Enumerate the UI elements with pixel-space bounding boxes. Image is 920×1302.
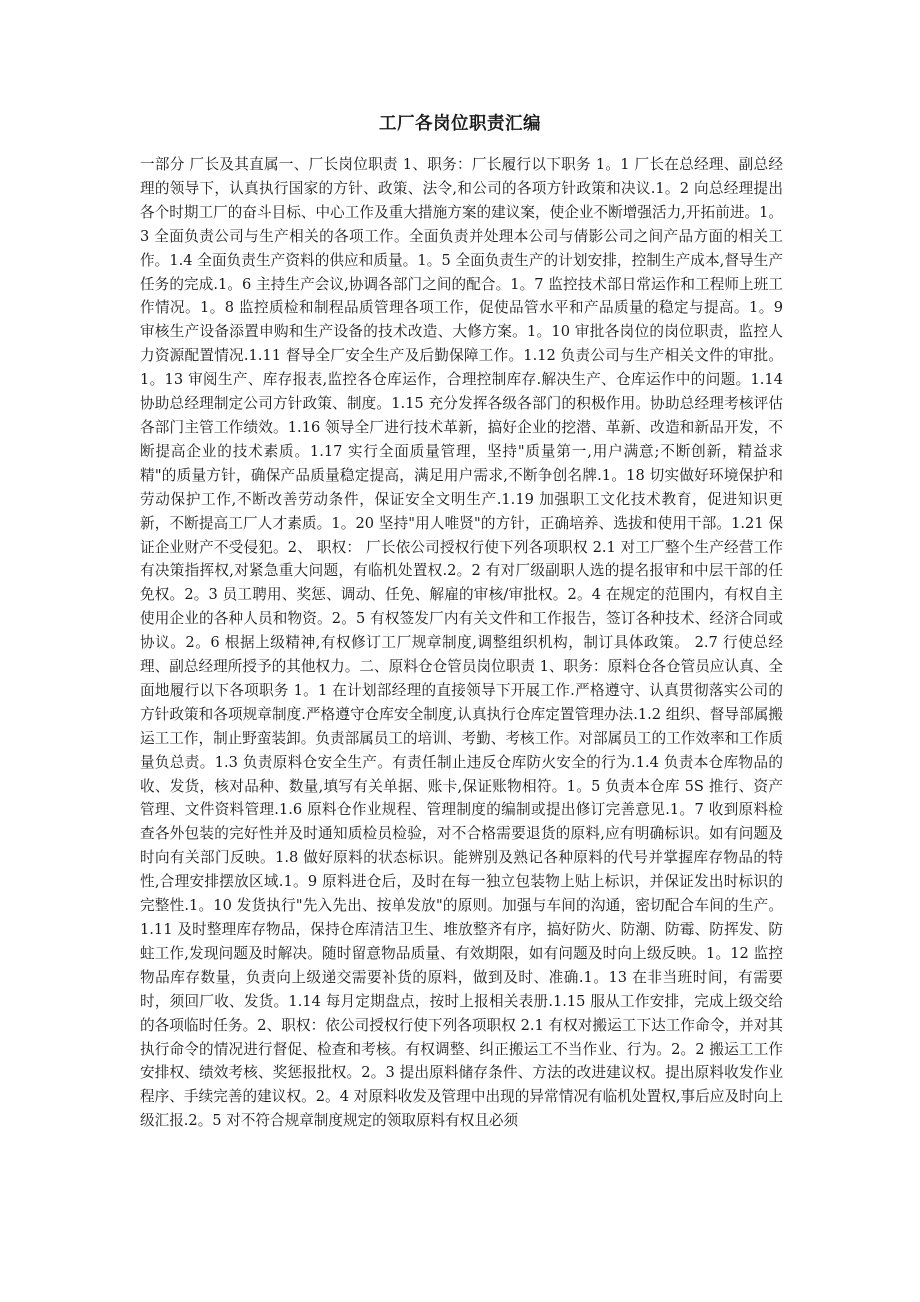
document-body-text: 一部分 厂长及其直属一、厂长岗位职责 1、职务：厂长履行以下职务 1。1 厂长在总经理、副总经理的领导下，认真执行国家的方针、政策、法令,和公司的各项方针政策和决议.1。2 向总经理提出各个时期工厂的奋斗目标、中心工作及重大措施方案的建议案，使企业不断增强活力,开拓前进。1。3 全面负责公司与生产相关的各项工作。全面负责并处理本公司与倩影公司之间产品方面的相关工作。1.4 全面负责生产资料的供应和质量。1。5 全面负责生产的计划安排，控制生产成本,督导生产任务的完成.1。6 主持生产会议,协调各部门之间的配合。1。7 监控技术部日常运作和工程师上班工作情况。1。8 监控质检和制程品质管理各项工作，促使品管水平和产品质量的稳定与提高。1。9 审核生产设备添置申购和生产设备的技术改造、大修方案。1。10 审批各岗位的岗位职责，监控人力资源配置情况.1.11 督导全厂安全生产及后勤保障工作。1.12 负责公司与生产相关文件的审批。1。13 审阅生产、库存报表,监控各仓库运作，合理控制库存.解决生产、仓库运作中的问题。1.14 协助总经理制定公司方针政策、制度。1.15 充分发挥各级各部门的积极作用。协助总经理考核评估各部门主管工作绩效。1.16 领导全厂进行技术革新，搞好企业的挖潜、革新、改造和新品开发，不断提高企业的技术素质。1.17 实行全面质量管理，坚持"质量第一,用户满意;不断创新，精益求精"的质量方针，确保产品质量稳定提高，满足用户需求,不断争创名牌.1。18 切实做好环境保护和劳动保护工作,不断改善劳动条件，保证安全文明生产.1.19 加强职工文化技术教育，促进知识更新，不断提高工厂人才素质。1。20 坚持"用人唯贤"的方针，正确培养、选拔和使用干部。1.21 保证企业财产不受侵犯。2、 职权： 厂长依公司授权行使下列各项职权 2.1 对工厂整个生产经营工作有决策指挥权,对紧急重大问题，有临机处置权.2。2 有对厂级副职人选的提名报审和中层干部的任免权。2。3 员工聘用、奖惩、调动、任免、解雇的审核/审批权。2。4 在规定的范围内，有权自主使用企业的各种人员和物资。2。5 有权签发厂内有关文件和工作报告，签订各种技术、经济合同或协议。2。6 根据上级精神,有权修订工厂规章制度,调整组织机构，制订具体政策。 2.7 行使总经理、副总经理所授予的其他权力。二、原料仓仓管员岗位职责 1、职务：原料仓各仓管员应认真、全面地履行以下各项职务 1。1 在计划部经理的直接领导下开展工作.严格遵守、认真贯彻落实公司的方针政策和各项规章制度.严格遵守仓库安全制度,认真执行仓库定置管理办法.1.2 组织、督导部属搬运工工作，制止野蛮装卸。负责部属员工的培训、考勤、考核工作。对部属员工的工作效率和工作质量负总责。1.3 负责原料仓安全生产。有责任制止违反仓库防火安全的行为.1.4 负责本仓库物品的收、发货，核对品种、数量,填写有关单据、账卡,保证账物相符。1。5 负责本仓库 5S 推行、资产管理、文件资料管理.1.6 原料仓作业规程、管理制度的编制或提出修订完善意见.1。7 收到原料检查各外包装的完好性并及时通知质检员检验，对不合格需要退货的原料,应有明确标识。如有问题及时向有关部门反映。1.8 做好原料的状态标识。能辨别及熟记各种原料的代号并掌握库存物品的特性,合理安排摆放区域.1。9 原料进仓后，及时在每一独立包装物上贴上标识，并保证发出时标识的完整性.1。10 发货执行"先入先出、按单发放"的原则。加强与车间的沟通，密切配合车间的生产。1.11 及时整理库存物品，保持仓库清洁卫生、堆放整齐有序，搞好防火、防潮、防霉、防挥发、防蛀工作,发现问题及时解决。随时留意物品质量、有效期限，如有问题及时向上级反映。1。12 监控物品库存数量，负责向上级递交需要补货的原料，做到及时、准确.1。13 在非当班时间，有需要时，须回厂收、发货。1.14 每月定期盘点，按时上报相关表册.1.15 服从工作安排，完成上级交给的各项临时任务。2、职权：依公司授权行使下列各项职权 2.1 有权对搬运工下达工作命令，并对其执行命令的情况进行督促、检查和考核。有权调整、纠正搬运工不当作业、行为。2。2 搬运工工作安排权、绩效考核、奖惩报批权。2。3 提出原料储存条件、方法的改进建议权。提出原料收发作业程序、手续完善的建议权。2。4 对原料收发及管理中出现的异常情况有临机处置权,事后应及时向上级汇报.2。5 对不符合规章制度规定的领取原料有权且必须 bbox=[140, 156, 783, 1130]
document-title: 工厂各岗位职责汇编 bbox=[379, 114, 541, 134]
